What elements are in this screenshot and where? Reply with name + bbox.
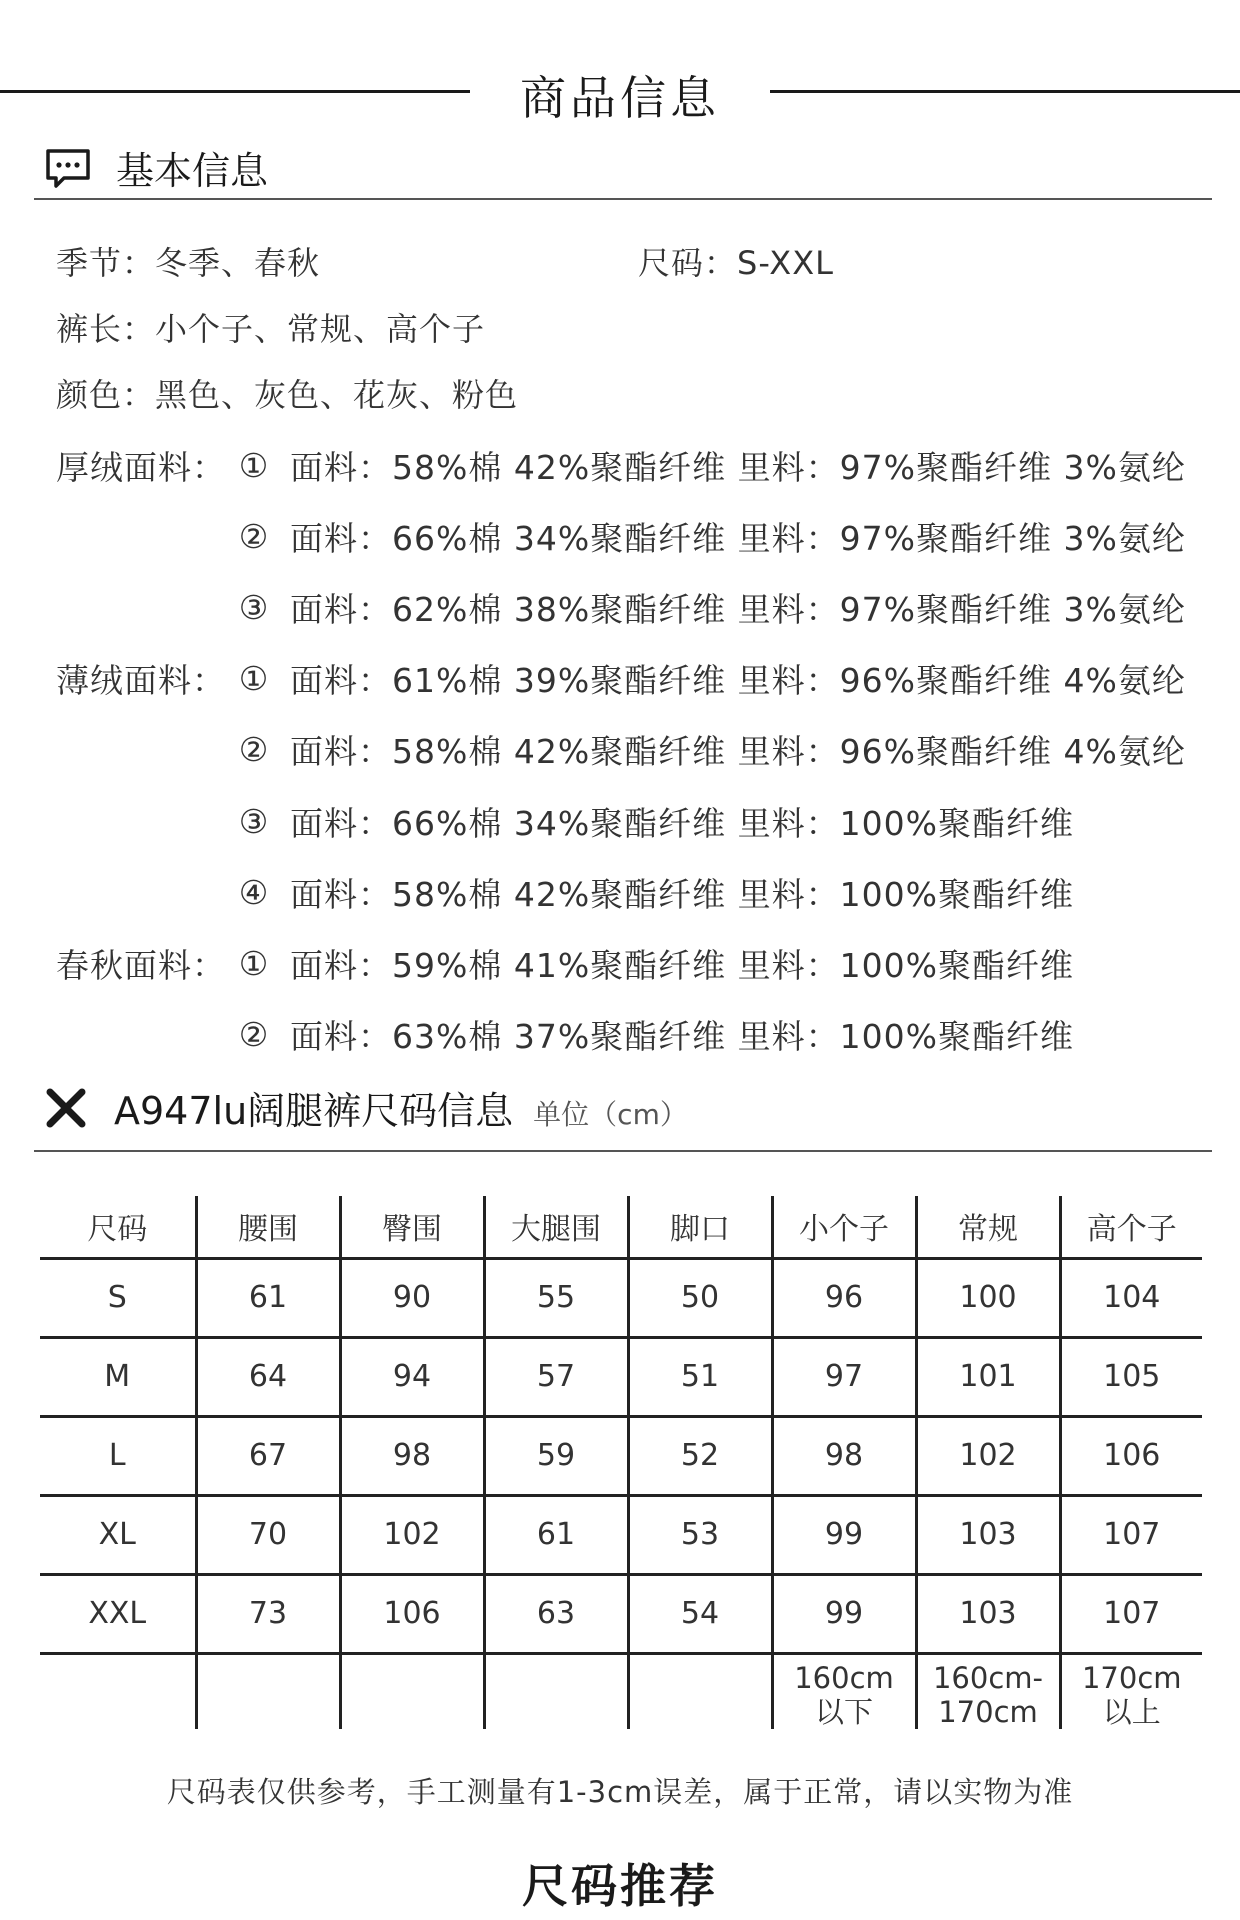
table-cell: 64 [196, 1337, 340, 1416]
table-cell: 51 [628, 1337, 772, 1416]
page-title-row [0, 62, 1240, 125]
title-divider-left [0, 90, 470, 93]
height-note-line2: 以上 [1102, 1694, 1161, 1729]
fabric-composition: 面料：59%棉 41%聚酯纤维 里料：100%聚酯纤维 [290, 945, 1075, 985]
size-disclaimer: 尺码表仅供参考，手工测量有1-3cm误差，属于正常，请以实物为准 [166, 1775, 1074, 1809]
table-row [40, 1495, 1202, 1574]
length-text: 裤长：小个子、常规、高个子 [56, 310, 486, 348]
table-cell: XL [40, 1495, 196, 1574]
fabric-option-number: ② [238, 1015, 270, 1055]
fabric-group-label: 厚绒面料： [56, 447, 226, 487]
fabric-option-number: ② [238, 730, 270, 770]
table-cell: 103 [916, 1495, 1060, 1574]
height-note-row [40, 1653, 1202, 1729]
table-cell: 61 [196, 1258, 340, 1337]
table-cell: 99 [772, 1574, 916, 1653]
title-divider-right [770, 90, 1240, 93]
fabric-group-label: 薄绒面料： [56, 661, 226, 701]
size-table-body [40, 1258, 1202, 1729]
table-cell: 101 [916, 1337, 1060, 1416]
table-cell: 63 [484, 1574, 628, 1653]
table-cell: L [40, 1416, 196, 1495]
height-note-line1: 170cm [1081, 1660, 1182, 1695]
table-cell: 103 [916, 1574, 1060, 1653]
size-column-header: 大腿围 [484, 1196, 628, 1258]
basic-info-divider [34, 198, 1212, 200]
size-info-heading [44, 1080, 688, 1135]
size-column-header: 脚口 [628, 1196, 772, 1258]
fabric-row [56, 928, 1074, 998]
fabric-option-number: ① [238, 659, 270, 699]
table-row [40, 1574, 1202, 1653]
table-cell: 98 [772, 1416, 916, 1495]
table-cell: 50 [628, 1258, 772, 1337]
table-cell: 67 [196, 1416, 340, 1495]
table-cell: 105 [1060, 1337, 1202, 1416]
table-cell: 59 [484, 1416, 628, 1495]
fabric-composition: 面料：58%棉 42%聚酯纤维 里料：97%聚酯纤维 3%氨纶 [290, 447, 1186, 487]
size-column-header: 小个子 [772, 1196, 916, 1258]
table-cell: S [40, 1258, 196, 1337]
table-row [40, 1416, 1202, 1495]
table-cell: 102 [916, 1416, 1060, 1495]
chat-bubble-icon [44, 148, 92, 188]
empty-cell [196, 1653, 340, 1729]
table-cell: 53 [628, 1495, 772, 1574]
fabric-row [56, 857, 1074, 927]
fabric-option-number: ③ [238, 587, 270, 627]
fabric-group-label: 春秋面料： [56, 945, 226, 985]
size-table [40, 1196, 1202, 1729]
empty-cell [484, 1653, 628, 1729]
size-table-header [40, 1196, 1202, 1258]
table-cell: 70 [196, 1495, 340, 1574]
size-column-header: 腰围 [196, 1196, 340, 1258]
fabric-row [56, 715, 1186, 785]
height-note-cell [772, 1653, 916, 1729]
table-cell: 102 [340, 1495, 484, 1574]
season-text: 季节：冬季、春秋 [56, 244, 321, 282]
size-info-title: A947lu阔腿裤尺码信息 [114, 1089, 514, 1133]
cross-icon [44, 1086, 92, 1134]
table-cell: 106 [1060, 1416, 1202, 1495]
table-cell: 54 [628, 1574, 772, 1653]
table-cell: 99 [772, 1495, 916, 1574]
basic-info-heading [44, 140, 268, 195]
height-note-line2: 170cm [938, 1694, 1038, 1729]
height-note-line2: 以下 [814, 1694, 873, 1729]
fabric-option-number: ② [238, 516, 270, 556]
height-note-line1: 160cm- [932, 1660, 1043, 1695]
table-cell: 94 [340, 1337, 484, 1416]
fabric-composition: 面料：63%棉 37%聚酯纤维 里料：100%聚酯纤维 [290, 1017, 1075, 1057]
table-cell: 98 [340, 1416, 484, 1495]
fabric-row [56, 430, 1186, 500]
fabric-composition: 面料：58%棉 42%聚酯纤维 里料：100%聚酯纤维 [290, 874, 1075, 914]
size-info-divider [34, 1150, 1212, 1152]
basic-info-title: 基本信息 [116, 149, 269, 193]
table-cell: XXL [40, 1574, 196, 1653]
table-cell: 97 [772, 1337, 916, 1416]
table-cell: 100 [916, 1258, 1060, 1337]
size-range-text: 尺码：S-XXL [638, 244, 834, 282]
fabric-composition: 面料：66%棉 34%聚酯纤维 里料：97%聚酯纤维 3%氨纶 [290, 518, 1186, 558]
height-note-cell [916, 1653, 1060, 1729]
fabric-option-number: ① [238, 943, 270, 983]
size-info-unit: 单位（cm） [533, 1098, 688, 1131]
empty-cell [628, 1653, 772, 1729]
table-cell: 96 [772, 1258, 916, 1337]
fabric-composition: 面料：66%棉 34%聚酯纤维 里料：100%聚酯纤维 [290, 803, 1075, 843]
table-cell: 61 [484, 1495, 628, 1574]
table-cell: 107 [1060, 1495, 1202, 1574]
fabric-row [56, 1000, 1074, 1070]
fabric-row [56, 644, 1186, 714]
size-column-header: 高个子 [1060, 1196, 1202, 1258]
size-recommend-title: 尺码推荐 [522, 1859, 718, 1913]
fabric-row [56, 501, 1186, 571]
table-cell: M [40, 1337, 196, 1416]
fabric-composition: 面料：62%棉 38%聚酯纤维 里料：97%聚酯纤维 3%氨纶 [290, 589, 1186, 629]
size-column-header: 尺码 [40, 1196, 196, 1258]
size-column-header: 臀围 [340, 1196, 484, 1258]
table-cell: 106 [340, 1574, 484, 1653]
empty-cell [340, 1653, 484, 1729]
table-cell: 73 [196, 1574, 340, 1653]
table-cell: 55 [484, 1258, 628, 1337]
fabric-composition: 面料：58%棉 42%聚酯纤维 里料：96%聚酯纤维 4%氨纶 [290, 732, 1186, 772]
table-cell: 104 [1060, 1258, 1202, 1337]
fabric-row [56, 786, 1074, 856]
table-cell: 57 [484, 1337, 628, 1416]
table-cell: 90 [340, 1258, 484, 1337]
table-cell: 107 [1060, 1574, 1202, 1653]
empty-cell [40, 1653, 196, 1729]
fabric-option-number: ④ [238, 872, 270, 912]
fabric-composition: 面料：61%棉 39%聚酯纤维 里料：96%聚酯纤维 4%氨纶 [290, 661, 1186, 701]
page-title: 商品信息 [520, 71, 720, 125]
table-row [40, 1258, 1202, 1337]
table-cell: 52 [628, 1416, 772, 1495]
size-column-header: 常规 [916, 1196, 1060, 1258]
height-note-line1: 160cm [794, 1660, 894, 1695]
fabric-option-number: ③ [238, 801, 270, 841]
color-text: 颜色：黑色、灰色、花灰、粉色 [56, 376, 519, 414]
table-row [40, 1337, 1202, 1416]
fabric-row [56, 572, 1186, 642]
height-note-cell [1060, 1653, 1202, 1729]
fabric-option-number: ① [238, 445, 270, 485]
